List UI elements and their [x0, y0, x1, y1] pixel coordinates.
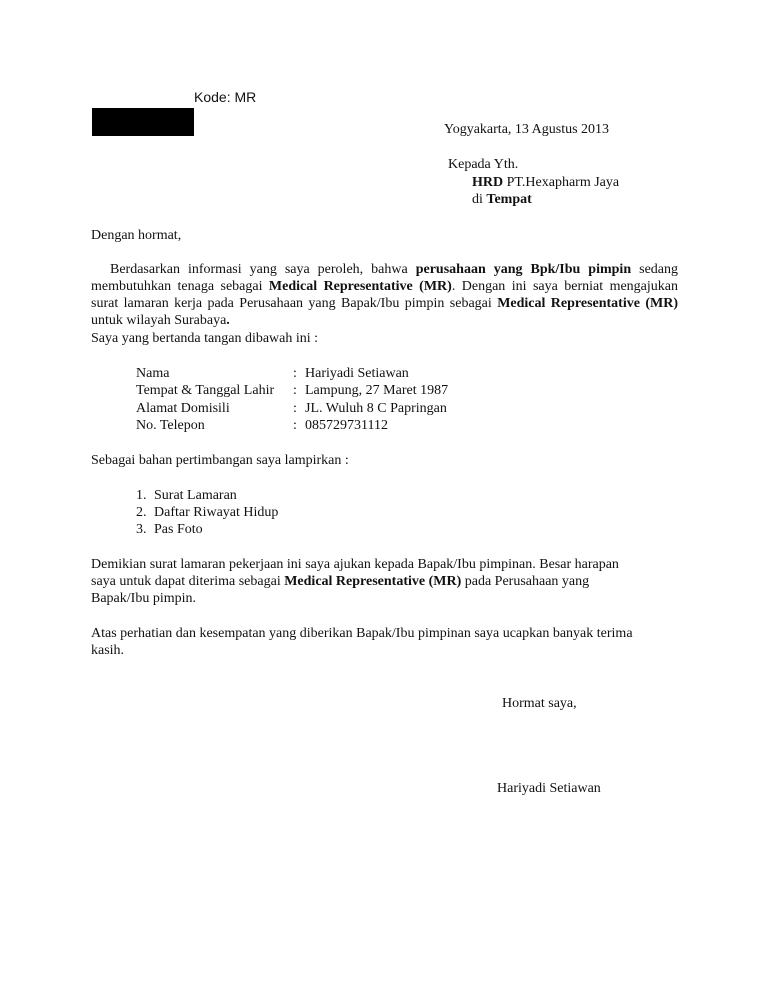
letter-date: Yogyakarta, 13 Agustus 2013	[444, 122, 610, 137]
list-item-number: 2.	[136, 505, 147, 520]
greeting: Dengan hormat,	[91, 228, 182, 243]
signature-name: Hariyadi Setiawan	[497, 781, 601, 796]
list-item: Pas Foto	[154, 522, 203, 537]
para3-line-2: kasih.	[91, 643, 125, 658]
identity-value: Lampung, 27 Maret 1987	[305, 383, 449, 398]
para1-bold-3: Medical Representative (MR)	[497, 296, 678, 311]
identity-separator: :	[293, 401, 297, 416]
recipient-di: di	[472, 192, 487, 207]
para2-text-end: pada Perusahaan yang	[461, 574, 590, 589]
identity-separator: :	[293, 418, 297, 433]
para1-text-3: . Dengan ini saya berniat mengajukan surat lamaran kerja pada Perusahaan yang Bapak/Ibu pimpin sebagai	[91, 279, 678, 311]
para1-text-2: sedang membutuhkan tenaga sebagai	[91, 262, 678, 294]
para2-bold: Medical Representative (MR)	[284, 574, 462, 589]
recipient-place	[472, 191, 532, 208]
identity-intro: Saya yang bertanda tangan dibawah ini :	[91, 331, 319, 346]
recipient-company	[472, 174, 619, 191]
recipient-hrd: HRD	[472, 175, 504, 190]
redaction-box	[92, 108, 194, 136]
para2-line-3: Bapak/Ibu pimpin.	[91, 591, 196, 606]
identity-separator: :	[293, 366, 297, 381]
identity-value: JL. Wuluh 8 C Papringan	[305, 401, 447, 416]
identity-value: 085729731112	[305, 418, 388, 433]
para1-text-1: Berdasarkan informasi yang saya peroleh, bahwa	[110, 262, 416, 277]
para2-line-1: Demikian surat lamaran pekerjaan ini saya ajukan kepada Bapak/Ibu pimpinan. Besar harapan	[91, 557, 619, 572]
identity-separator: :	[293, 383, 297, 398]
identity-label: Alamat Domisili	[136, 401, 230, 416]
recipient-company-name: PT.Hexapharm Jaya	[503, 175, 620, 190]
identity-value: Hariyadi Setiawan	[305, 366, 409, 381]
para1-bold-4: .	[226, 313, 230, 328]
para3-line-1: Atas perhatian dan kesempatan yang diberikan Bapak/Ibu pimpinan saya ucapkan banyak terima	[91, 626, 633, 641]
list-item: Daftar Riwayat Hidup	[154, 505, 279, 520]
attachments-intro: Sebagai bahan pertimbangan saya lampirkan :	[91, 453, 349, 468]
closing-salutation: Hormat saya,	[502, 696, 577, 711]
para2-line-2	[91, 573, 589, 590]
list-item: Surat Lamaran	[154, 488, 237, 503]
recipient-kepada: Kepada Yth.	[448, 157, 519, 172]
para2-text: saya untuk dapat diterima sebagai	[91, 574, 285, 589]
list-item-number: 1.	[136, 488, 147, 503]
list-item-number: 3.	[136, 522, 147, 537]
identity-label: Tempat & Tanggal Lahir	[136, 383, 275, 398]
para1-bold-2: Medical Representative (MR)	[268, 279, 452, 294]
para1-text-4: untuk wilayah Surabaya	[91, 313, 227, 328]
kode-label: Kode: MR	[194, 89, 257, 105]
identity-label: Nama	[136, 366, 170, 381]
recipient-tempat: Tempat	[486, 192, 532, 207]
identity-label: No. Telepon	[136, 418, 205, 433]
paragraph-intro	[91, 261, 678, 329]
para1-bold-1: perusahaan yang Bpk/Ibu pimpin	[415, 262, 632, 277]
